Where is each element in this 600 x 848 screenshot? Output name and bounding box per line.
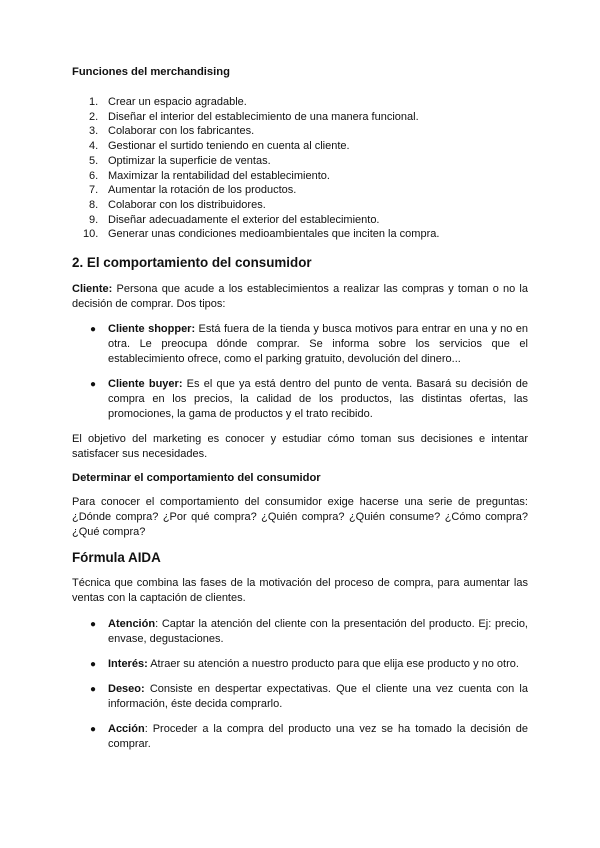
aida-list (72, 617, 528, 752)
list-item: 9. Diseñar adecuadamente el exterior del establecimiento. (89, 213, 380, 226)
cliente-paragraph: Cliente: Persona que acude a los establecimientos a realizar las compras y toman o no la decisión de comprar. Dos tipos: (72, 283, 528, 311)
cliente-types-list (72, 322, 528, 422)
bullet-icon: ● (90, 724, 97, 736)
list-item: 2. Diseñar el interior del establecimiento de una manera funcional. (89, 110, 419, 123)
list-item: 10. Generar unas condiciones medioambientales que inciten la compra. (83, 228, 440, 241)
funciones-list (72, 95, 528, 242)
list-item: 5. Optimizar la superficie de ventas. (89, 154, 271, 167)
list-item: ● Deseo: Consiste en despertar expectativas. Que el cliente una vez cuenta con la información, éste decida comprarlo. (90, 683, 528, 711)
list-item: 1. Crear un espacio agradable. (89, 96, 247, 108)
funciones-heading: Funciones del merchandising (72, 66, 230, 78)
aida-heading: Fórmula AIDA (72, 550, 161, 566)
list-item: 6. Maximizar la rentabilidad del establecimiento. (89, 169, 330, 182)
bullet-icon: ● (90, 324, 97, 336)
list-item: 3. Colaborar con los fabricantes. (89, 125, 255, 138)
bullet-icon: ● (90, 619, 97, 631)
list-item: ● Interés: Atraer su atención a nuestro producto para que elija ese producto y no otro. (90, 658, 519, 671)
list-item: ● Cliente buyer: Es el que ya está dentro del punto de venta. Basará su decisión de compra en los precios, la calidad de los productos, las distintas ofertas, las promociones, la gama de productos y el trato recibido. (90, 378, 528, 421)
bullet-icon: ● (90, 379, 97, 391)
determinar-heading: Determinar el comportamiento del consumidor (72, 472, 321, 485)
aida-intro: Técnica que combina las fases de la motivación del proceso de compra, para aumentar las ventas con la captación de clientes. (72, 577, 528, 605)
bullet-icon: ● (90, 684, 97, 696)
list-item: ● Cliente shopper: Está fuera de la tienda y busca motivos para entrar en una y no en otra. Le preocupa dónde comprar. Se informa sobre los servicios que el establecimiento ofrece, como el parking gratuito, devolución del dinero... (90, 323, 528, 366)
list-item: 8. Colaborar con los distribuidores. (89, 198, 266, 211)
list-item: ● Atención: Captar la atención del cliente con la presentación del producto. Ej: precio, envase, degustaciones. (90, 618, 528, 646)
document-page (72, 66, 528, 752)
list-item: 7. Aumentar la rotación de los productos. (89, 184, 297, 197)
consumidor-heading: 2. El comportamiento del consumidor (72, 255, 312, 271)
list-item: 4. Gestionar el surtido teniendo en cuenta al cliente. (89, 140, 350, 153)
objetivo-paragraph: El objetivo del marketing es conocer y estudiar cómo toman sus decisiones e intentar satisfacer sus necesidades. (72, 433, 528, 461)
list-item: ● Acción: Proceder a la compra del producto una vez se ha tomado la decisión de comprar. (90, 723, 528, 751)
determinar-paragraph: Para conocer el comportamiento del consumidor exige hacerse una serie de preguntas: ¿Dónde compra? ¿Por qué compra? ¿Quién compra? ¿Quién consume? ¿Cómo compra? ¿Qué compra? (72, 496, 528, 539)
bullet-icon: ● (90, 659, 97, 671)
